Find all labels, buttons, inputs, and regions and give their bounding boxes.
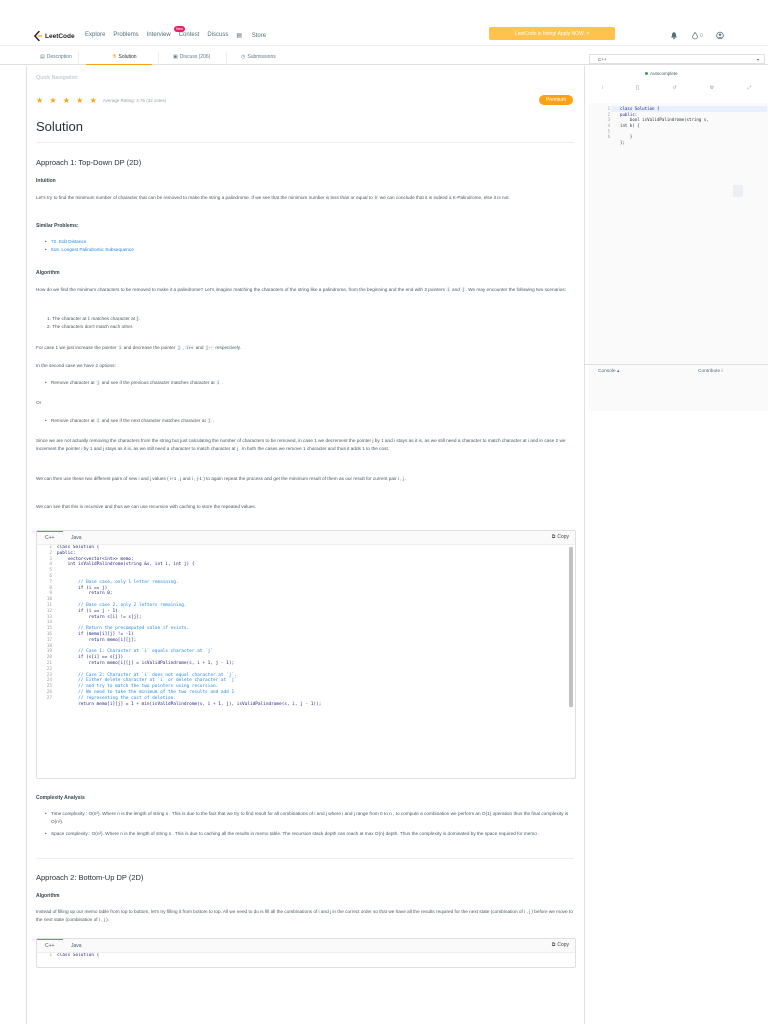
intuition-paragraph: Let's try to find the minimum number of character that can be removed to make the string a palindrome. If we see that the minimum number is less than or equal to k we can conclude that it is indeed a K-Palindrome, else it is not. [36, 195, 510, 200]
tab-solution[interactable]: ⚗ Solution [112, 54, 137, 60]
code-line: // Base case 2, only 2 letters remaining. [57, 602, 187, 608]
line-number: 18 [46, 643, 52, 649]
premium-badge[interactable]: Premium [539, 95, 573, 105]
line-number: 5 [607, 128, 610, 134]
code-line: // Return the precomputed value if exists. [57, 626, 190, 632]
code-line: // Case 1: Character at `i` equals character at `j` [57, 649, 213, 655]
code-tab-java[interactable]: Java [71, 943, 82, 949]
line-number: 3 [607, 117, 610, 123]
intuition-heading: Intuition [36, 178, 56, 184]
scrollbar[interactable] [569, 547, 573, 707]
editor-code-line: class Solution { [620, 106, 660, 111]
line-number: 6 [607, 134, 610, 140]
settings-icon[interactable]: ⚙ [709, 85, 715, 91]
code-line: // Base case, only 1 letter remaining. [57, 579, 179, 585]
tab-submissions[interactable]: ◷ Submissions [241, 54, 276, 60]
code-line: // We need to take the minimum of the two results and add 1 [57, 689, 235, 695]
since-paragraph: Since we are not actually removing the characters from the string but just calculating the number of characters to be removed, in case 1 we decrement the pointer j by 1 and i stays as it is, as we still need a character to match character at i and in case 2 we increment the pointer i by 1 and j stays as it is, as we still need a character to match character at j . In both the cases we remove 1 character and thus it adds 1 to the cost. [36, 438, 566, 451]
line-number: 19 [46, 649, 52, 655]
line-number-gutter [589, 106, 610, 140]
copy-button[interactable]: ⧉ Copy [551, 534, 569, 540]
close-icon[interactable]: × [586, 30, 590, 37]
line-number: 4 [607, 123, 610, 129]
list-item: • Remove character at j and see if the previous character matches character at i . [36, 379, 576, 387]
line-number: 9 [49, 591, 52, 597]
chevron-up-icon: ▴ [616, 369, 620, 374]
console-bar [585, 364, 768, 378]
scenario-list [36, 315, 576, 330]
braces-icon[interactable]: {} [635, 85, 640, 91]
code-lines: class Solution { [57, 953, 100, 958]
line-number: 17 [46, 637, 52, 643]
code-line: vector<vector<int>> memo; [57, 556, 134, 562]
code-lines [57, 545, 321, 707]
code-body[interactable] [37, 953, 575, 968]
flame-icon [691, 31, 699, 40]
code-line: class Solution { [57, 545, 100, 550]
leetcode-logo[interactable] [34, 31, 75, 41]
nav-explore[interactable]: Explore [85, 32, 106, 38]
code-language-tabs [37, 939, 575, 953]
line-number: 5 [49, 568, 52, 574]
code-tab-cpp[interactable]: C++ [45, 535, 55, 541]
notification-bell-icon[interactable] [670, 31, 678, 40]
list-item [36, 246, 576, 254]
clock-icon: ◷ [241, 54, 246, 60]
complexity-list [36, 810, 576, 838]
code-line: // Case 2: Character at `i` does not equal character at `j`. [57, 672, 237, 678]
active-tab-indicator [37, 531, 63, 532]
complexity-heading: Complexity Analysis [36, 795, 85, 801]
approach-1-heading: Approach 1: Top-Down DP (2D) [36, 158, 142, 167]
rating-row [36, 96, 166, 105]
streak-counter[interactable]: 0 [691, 31, 703, 40]
editor-code-lines [620, 106, 709, 146]
active-tab-indicator [37, 939, 63, 940]
tab-divider [226, 52, 227, 65]
link-longest-palindromic-subsequence[interactable]: 516. Longest Palindromic Subsequence [51, 246, 134, 252]
line-number: 22 [46, 666, 52, 672]
code-tab-java[interactable]: Java [71, 535, 82, 541]
algorithm-heading-2: Algorithm [36, 893, 60, 899]
tab-divider [78, 52, 79, 65]
divider [36, 142, 574, 143]
list-item [36, 238, 576, 246]
nav-problems[interactable]: Problems [113, 32, 139, 38]
line-number: 24 [46, 678, 52, 684]
copy-icon: ⧉ [551, 534, 556, 540]
line-number: 15 [46, 626, 52, 632]
or-text: Or [36, 400, 42, 405]
hiring-banner[interactable]: LeetCode is hiring! Apply NOW. × [489, 27, 615, 40]
nav-contest[interactable]: Contest [178, 32, 200, 38]
line-number: 6 [49, 573, 52, 579]
info-icon: i [721, 369, 723, 374]
info-icon[interactable]: i [601, 85, 603, 91]
code-line: int isValidPalindrome(string &s, int i, int j) { [57, 562, 195, 568]
list-item: • Space complexity : O(n²). Where n is the length of string s . This is due to caching all the results in memo table. The recursion stack depth can reach at max O(n) depth. Thus the complexity is dominated by the space required for memo . [36, 830, 576, 838]
code-line: if (i == j) [57, 585, 108, 591]
code-line: // Either delete character at `i` or delete character at `j` [57, 678, 237, 684]
tab-discuss[interactable]: ▣ Discuss (206) [173, 54, 211, 60]
list-item: • Remove character at i and see if the next character matches character at j . [36, 417, 576, 425]
language-select[interactable]: C++ ▾ [589, 54, 765, 64]
line-number: 23 [46, 672, 52, 678]
list-item: • Time complexity : O(n²). Where n is the length of string s . This is due to the fact that we try to find result for all combinations of i and j where i and j range from 0 to n , to compute a combination we perform an O(1) operation thus the final complexity is O(n²). [36, 810, 576, 825]
line-number: 10 [46, 597, 52, 603]
line-number: 1 [49, 545, 52, 550]
list-item: 1. The character at i matches character at j. [47, 316, 141, 321]
autocomplete-toggle[interactable]: Autocomplete [645, 71, 678, 76]
brand-name: LeetCode [45, 32, 75, 40]
line-number: 26 [46, 689, 52, 695]
fullscreen-icon[interactable]: ⤢ [747, 85, 752, 91]
chevron-down-icon: ▾ [756, 56, 759, 62]
line-number: 11 [46, 602, 52, 608]
autocomplete-status-dot [645, 72, 648, 75]
nav-discuss[interactable]: Discuss [207, 32, 229, 38]
similar-problems-list [36, 238, 576, 253]
quick-navigation[interactable]: Quick Navigation [36, 75, 78, 81]
code-line: return memo[i][j]; [57, 637, 137, 643]
nav-store[interactable]: ▤ Store [236, 33, 267, 39]
solution-panel [26, 66, 585, 1024]
editor-code-line: }; [620, 140, 625, 146]
rating-stars[interactable]: ★ ★ ★ ★ ★ [36, 96, 99, 105]
tab-divider [158, 52, 159, 65]
leetcode-logo-icon [34, 31, 43, 41]
editor-code-line: public: [620, 111, 638, 117]
editor-code-line: bool isValidPalindrome(string s, [620, 117, 709, 123]
code-line: return 0; [57, 591, 113, 597]
line-number: 16 [46, 631, 52, 637]
line-number: 2 [49, 550, 52, 556]
list-item: 2. The characters don't match each other. [47, 323, 134, 329]
undo-icon[interactable]: ↺ [672, 85, 677, 91]
divider [36, 858, 574, 859]
code-block-2 [36, 938, 576, 968]
link-edit-distance[interactable]: 72. Edit Distance [51, 239, 87, 244]
line-number: 25 [46, 684, 52, 690]
average-rating: Average Rating: 4.76 (32 votes) [102, 98, 167, 103]
code-line: // and try to match the two pointers using recursion. [57, 684, 219, 690]
line-number: 20 [46, 655, 52, 661]
code-line: if (i == j - 1) [57, 608, 118, 614]
contribute-button[interactable]: Contribute i [698, 369, 723, 374]
editor-side-button[interactable] [733, 185, 743, 197]
option-1-list [36, 379, 576, 387]
editor-panel [585, 52, 768, 1024]
case-2-intro: In the second case we have 2 options: [36, 363, 116, 368]
copy-icon: ⧉ [551, 942, 556, 948]
line-number: 4 [49, 562, 52, 568]
line-number-gutter: 1 [49, 953, 52, 958]
line-number: 12 [46, 608, 52, 614]
similar-problems-heading: Similar Problems: [36, 223, 79, 229]
code-line: return memo[i][j] = isValidPalindrome(s, i + 1, j - 1); [57, 660, 235, 666]
line-number: 13 [46, 614, 52, 620]
description-icon: ▤ [40, 54, 45, 60]
code-language-tabs [37, 531, 575, 545]
page-title: Solution [36, 119, 83, 134]
pairs-paragraph: We can then use these two different pairs of new i and j values ( i+1 , j and i , j-1 ) to again repeat the process and get the minimum result of them as our result for current pair i , j . [36, 476, 407, 481]
nav-interview[interactable]: Interview [146, 32, 171, 38]
editor-toolbar [585, 85, 768, 91]
code-body[interactable] [37, 545, 575, 779]
code-line: return memo[i][j] = 1 + min(isValidPalindrome(s, i + 1, j), isValidPalindrome(s, i, j - 1)); [57, 701, 322, 707]
code-line: if (s[i] == s[j]) [57, 655, 124, 661]
line-number: 8 [49, 585, 52, 591]
code-block [36, 530, 576, 779]
code-line: return s[i] != s[j]; [57, 614, 142, 620]
store-icon: ▤ [236, 33, 244, 39]
recursive-paragraph: We can see that this is recursive and thus we can use recursion with caching to store the repeated values. [36, 504, 257, 509]
code-line: // representing the cost of deletion. [57, 695, 176, 701]
editor-code-line: } [620, 134, 633, 140]
algorithm-paragraph: How do we find the minimum characters to be removed to make it a palindrome? Let's imagine matching the characters of the string like a palindrome, from the beginning and the end with 2 pointers i and j. We may encounter the following two scenarios: [36, 287, 567, 292]
editor-code-line: int k) { [620, 123, 640, 129]
line-number: 2 [607, 111, 610, 117]
active-tab-indicator [86, 64, 152, 65]
tab-description[interactable]: ▤ Description [40, 54, 72, 60]
option-2-list [36, 417, 576, 425]
approach-2-heading: Approach 2: Bottom-Up DP (2D) [36, 873, 144, 882]
line-number: 21 [46, 660, 52, 666]
line-number: 1 [607, 106, 610, 111]
new-badge: New [176, 27, 184, 31]
code-line: if (memo[i][j] != -1) [57, 631, 134, 637]
solution-flask-icon: ⚗ [112, 54, 117, 60]
code-tab-cpp[interactable]: C++ [45, 943, 55, 949]
line-number: 7 [49, 579, 52, 585]
algorithm-2-paragraph: Instead of filling up our memo table from top to bottom, let's try filling it from bottom to top. All we need to do is fill all the combinations of i and j in the correct order so that we have all the results required for the next state (combination of i , j ) before we move to the next state (combination of i , j ). [36, 909, 573, 922]
console-button[interactable]: Console ▴ [598, 369, 620, 374]
user-avatar-icon[interactable] [716, 31, 724, 40]
line-number: 27 [46, 695, 52, 701]
discuss-icon: ▣ [173, 54, 178, 60]
code-line: public: [57, 550, 76, 556]
line-number-gutter [37, 545, 52, 702]
case-1-paragraph: For case 1 we just increase the pointer i and decrease the pointer j , i++ and j-- respectively. [36, 345, 242, 350]
top-nav [0, 0, 768, 46]
copy-button[interactable]: ⧉ Copy [551, 942, 569, 948]
line-number: 14 [46, 620, 52, 626]
line-number: 3 [49, 556, 52, 562]
algorithm-heading: Algorithm [36, 270, 60, 276]
